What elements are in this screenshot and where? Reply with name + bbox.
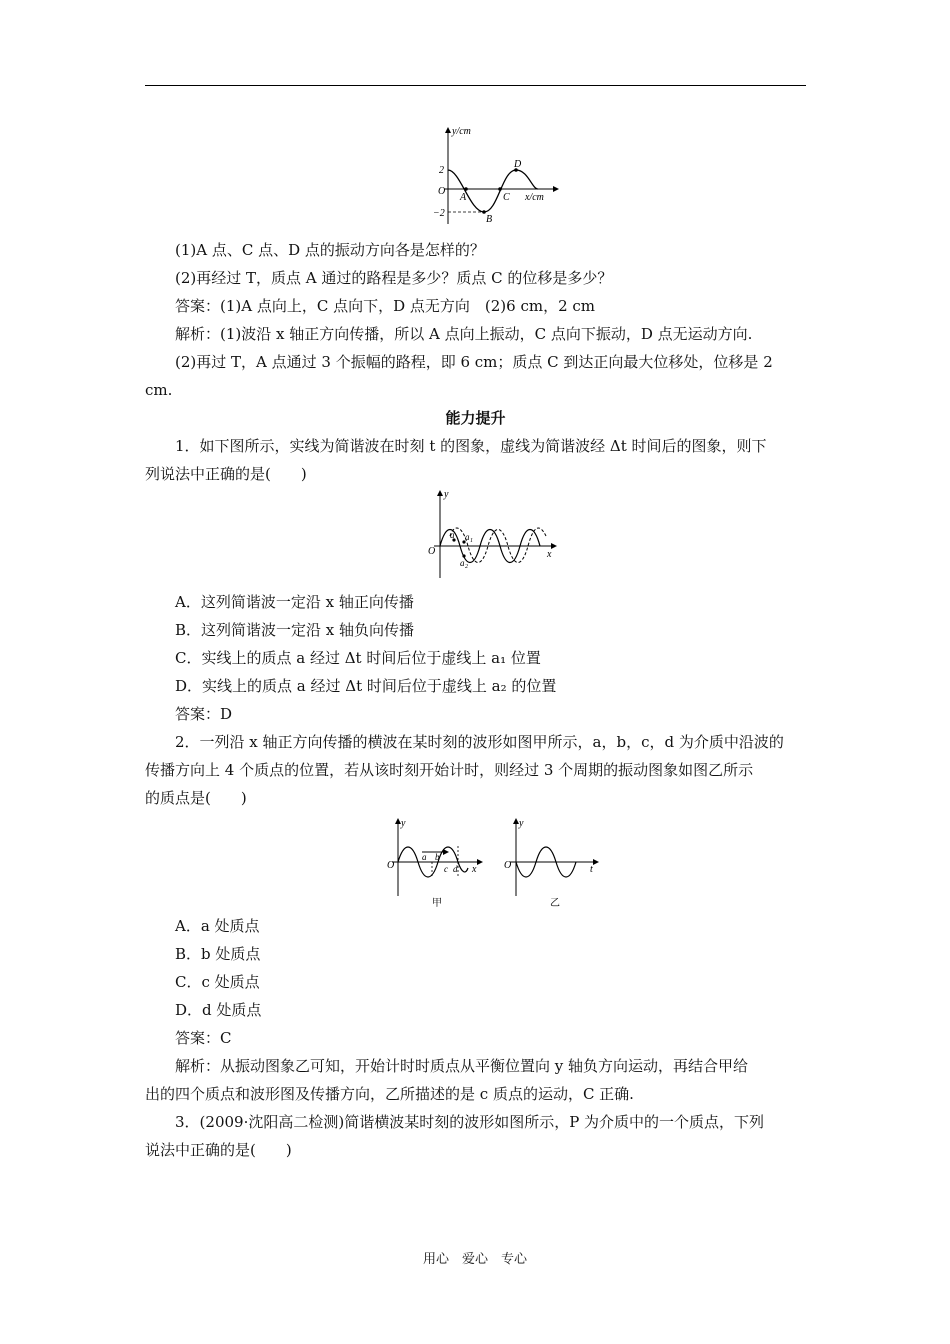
explanation-line: 出的四个质点和波形图及传播方向，乙所描述的是 c 质点的运动，C 正确. xyxy=(145,1085,634,1103)
fig4-caption: 乙 xyxy=(550,898,560,909)
wave-figure-jia xyxy=(384,816,484,912)
fig3-origin: O xyxy=(387,860,395,871)
header-rule xyxy=(145,85,806,86)
fig1-B: B xyxy=(486,214,493,225)
option-C: C．实线上的质点 a 经过 Δt 时间后位于虚线上 a₁ 位置 xyxy=(175,649,541,667)
fig2-x: x xyxy=(547,549,552,560)
question-1-cont: 列说法中正确的是( ) xyxy=(145,465,307,483)
answer-line: 答案：(1)A 点向上，C 点向下，D 点无方向 (2)6 cm，2 cm xyxy=(175,297,596,315)
wave-figure-yi xyxy=(500,816,600,912)
option-D: D．d 处质点 xyxy=(175,1001,262,1019)
fig3-x: x xyxy=(472,864,477,875)
explanation-line: 解析：(1)波沿 x 轴正方向传播，所以 A 点向上振动，C 点向下振动，D 点无运动方向. xyxy=(175,325,753,343)
fig2-a1: a xyxy=(465,532,470,542)
fig2-a1-sub: 1 xyxy=(470,538,473,544)
option-D: D．实线上的质点 a 经过 Δt 时间后位于虚线上 a₂ 的位置 xyxy=(175,677,557,695)
fig3-c: c xyxy=(444,864,448,874)
fig1-origin: O xyxy=(438,186,446,197)
wave-figure-1 xyxy=(420,124,560,228)
option-A: A．这列简谐波一定沿 x 轴正向传播 xyxy=(175,593,414,611)
fig4-origin: O xyxy=(504,860,512,871)
fig4-y: y xyxy=(519,818,524,829)
fig1-C: C xyxy=(503,192,510,203)
explanation-line: 解析：从振动图象乙可知，开始计时时质点从平衡位置向 y 轴负方向运动，再结合甲给 xyxy=(175,1057,749,1075)
text-line: (2)再经过 T，质点 A 通过的路程是多少？质点 C 的位移是多少？ xyxy=(175,269,613,287)
question-3: 3．(2009·沈阳高二检测)简谐横波某时刻的波形如图所示，P 为介质中的一个质点，下列 xyxy=(175,1113,765,1131)
option-A: A．a 处质点 xyxy=(175,917,260,935)
fig3-a: a xyxy=(422,852,427,862)
question-3-cont: 说法中正确的是( ) xyxy=(145,1141,292,1159)
fig1-xlabel: x/cm xyxy=(525,192,544,203)
fig1-D: D xyxy=(514,159,522,170)
option-C: C．c 处质点 xyxy=(175,973,260,991)
question-1: 1．如下图所示，实线为简谐波在时刻 t 的图象，虚线为简谐波经 Δt 时间后的图象，则下 xyxy=(175,437,767,455)
fig2-a2-sub: 2 xyxy=(465,564,468,570)
fig2-a: a xyxy=(450,530,455,540)
fig3-b: b xyxy=(435,852,440,862)
fig1-yneg: −2 xyxy=(433,208,445,219)
fig2-a2: a xyxy=(460,558,465,568)
answer-line: 答案：D xyxy=(175,705,233,723)
fig1-A: A xyxy=(460,192,467,203)
text-line: (1)A 点、C 点、D 点的振动方向各是怎样的？ xyxy=(175,241,485,259)
fig2-origin: O xyxy=(428,546,436,557)
fig3-y: y xyxy=(401,818,406,829)
fig3-caption: 甲 xyxy=(432,898,442,909)
fig1-ylabel: y/cm xyxy=(452,126,471,137)
explanation-line: cm. xyxy=(145,381,173,399)
answer-line: 答案：C xyxy=(175,1029,232,1047)
question-2-cont: 传播方向上 4 个质点的位置，若从该时刻开始计时，则经过 3 个周期的振动图象如图乙所示 xyxy=(145,761,754,779)
option-B: B．这列简谐波一定沿 x 轴负向传播 xyxy=(175,621,415,639)
section-title: 能力提升 xyxy=(445,409,506,427)
question-2-cont: 的质点是( ) xyxy=(145,789,247,807)
page-footer: 用心 爱心 专心 xyxy=(422,1252,527,1267)
wave-figure-2 xyxy=(424,488,559,580)
fig1-y2: 2 xyxy=(439,165,444,176)
fig2-y: y xyxy=(444,489,449,500)
question-2: 2．一列沿 x 轴正方向传播的横波在某时刻的波形如图甲所示，a，b，c，d 为介质中沿波的 xyxy=(175,733,784,751)
fig3-d: d xyxy=(453,864,458,874)
option-B: B．b 处质点 xyxy=(175,945,261,963)
explanation-line: (2)再过 T，A 点通过 3 个振幅的路程，即 6 cm；质点 C 到达正向最大位移处，位移是 2 xyxy=(175,353,773,371)
fig4-t: t xyxy=(590,864,593,875)
